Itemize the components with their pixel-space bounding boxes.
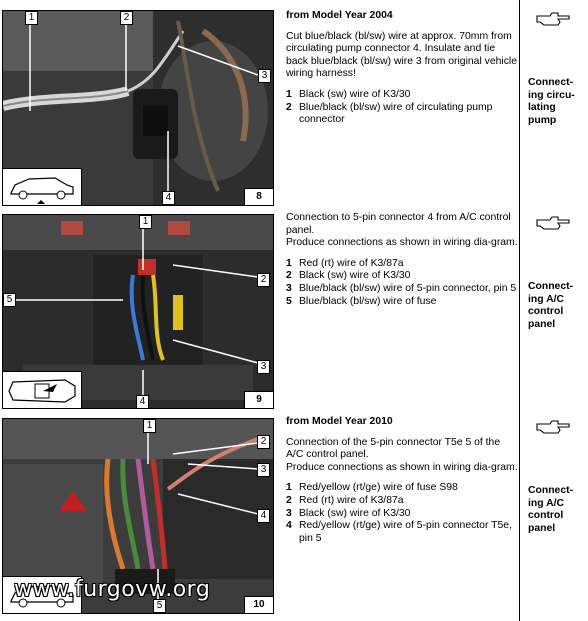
instruction-paragraph: Cut blue/black (bl/sw) wire at approx. 70mm from circulating pump connector 4. Insulate and tie back blue/black (bl/sw) wire 3 from original vehicle wiring harness! (286, 30, 517, 80)
list-item: 5 Blue/black (bl/sw) wire of fuse (286, 295, 437, 307)
list-item: 1 Black (sw) wire of K3/30 (286, 88, 411, 100)
callout-1: 1 (143, 419, 156, 433)
callout-1: 1 (25, 11, 38, 25)
instruction-paragraph: Connection of the 5-pin connector T5e 5 of the A/C control panel. (286, 436, 501, 461)
list-item: 1 Red (rt) wire of K3/87a (286, 257, 404, 269)
instruction-paragraph: Connection to 5-pin connector 4 from A/C control panel. (286, 212, 511, 236)
column-divider (519, 0, 520, 621)
callout-2: 2 (257, 273, 270, 287)
list-item: 1 Red/yellow (rt/ge) wire of fuse S98 (286, 482, 458, 494)
watermark-text: www.furgovw.org (14, 577, 211, 602)
side-label: Connect-ing A/C control panel (528, 281, 574, 330)
list-item: 2 Black (sw) wire of K3/30 (286, 270, 411, 282)
list-item: 3 Blue/black (bl/sw) wire of 5-pin connector, pin 5 (286, 282, 517, 294)
callout-3: 3 (258, 69, 271, 83)
callout-5: 5 (153, 599, 166, 613)
callout-2: 2 (257, 435, 270, 449)
instruction-paragraph: Produce connections as shown in wiring dia-gram. (286, 237, 518, 249)
section-heading: from Model Year 2010 (286, 416, 393, 427)
figure-8-photo (2, 10, 274, 206)
list-item: 4 Red/yellow (rt/ge) wire of 5-pin connector T5e, pin 5 (286, 520, 512, 544)
callout-2: 2 (120, 11, 133, 25)
figure-number: 8 (244, 188, 273, 205)
car-side-icon (3, 168, 82, 205)
list-item: 3 Black (sw) wire of K3/30 (286, 507, 411, 519)
pointing-hand-icon (536, 418, 570, 441)
side-label: Connect-ing circu-lating pump (528, 77, 575, 126)
callout-4: 4 (162, 191, 175, 205)
section-heading: from Model Year 2004 (286, 10, 393, 21)
pointing-hand-icon (536, 10, 570, 33)
callout-5: 5 (3, 293, 16, 307)
callout-1: 1 (139, 215, 152, 229)
pointing-hand-icon (536, 214, 570, 237)
callout-4: 4 (257, 509, 270, 523)
figure-number: 9 (244, 391, 273, 408)
callout-4: 4 (136, 395, 149, 409)
list-item: 2 Blue/black (bl/sw) wire of circulating pump connector (286, 101, 493, 126)
figure-9-photo (2, 214, 274, 409)
callout-3: 3 (257, 360, 270, 374)
instruction-paragraph: Produce connections as shown in wiring dia-gram. (286, 461, 518, 473)
section-2-text (286, 212, 518, 308)
side-label: Connect-ing A/C control panel (528, 485, 574, 534)
car-top-icon (3, 371, 82, 408)
section-1-text (286, 10, 518, 127)
figure-number: 10 (244, 596, 273, 613)
list-item: 2 Red (rt) wire of K3/87a (286, 494, 404, 506)
section-3-text (286, 416, 518, 545)
callout-3: 3 (257, 463, 270, 477)
